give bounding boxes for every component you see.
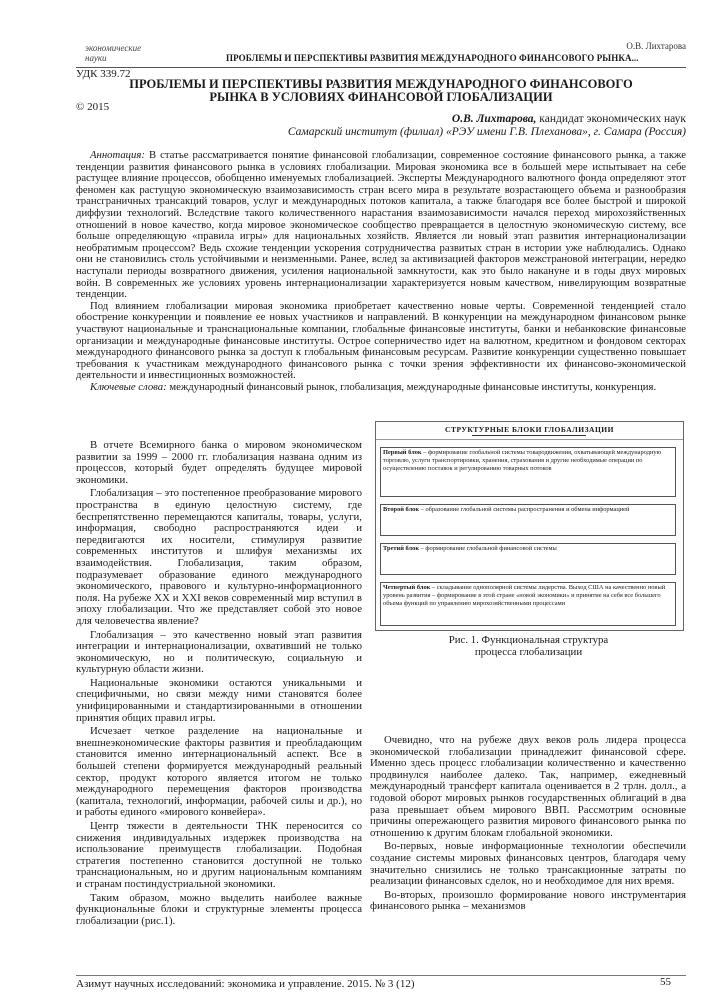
body-paragraph: Очевидно, что на рубеже двух веков роль лидера процесса экономической глобализации принадлежит финансовой сфере. Именно здесь процесс глобализации количественно и качественно продвинулся наиболее далеко. Так, например, ежедневный международный трансферт капитала оценивается в 2 трлн. долл., а годовой оборот мировых рынков государственных облигаций в два раза превышает объем мирового ВВП. Рассмотрим основные причины опережающего развития мирового финансового рынка по отношению к другим блокам глобальной экономики.: [370, 734, 686, 839]
block-2-name: Второй блок: [383, 506, 420, 513]
block-2-text: – образование глобальной системы распространения и обмена информацией: [419, 506, 630, 513]
figure-block-2: [380, 504, 676, 536]
abstract-text-1: В статье рассматривается понятие финансовой глобализации, современное состояние финансового рынка, а также тенденции развития финансового рынка в условиях глобализации. Мировая экономика все в большей мере испытывает на себе растущее влияние процессов, обобщенно именуемых глобализацией. Эксперты Международного валютного фонда определяют этот феномен как растущую экономическую взаимозависимость стран всего мира в результате возрастающего объема и разнообразия трансграничных трансакций товаров, услуг и международных потоков капитала, а также благодаря все более быстрой и широкой диффузии технологий. Вследствие такого количественного нарастания взаимозависимости начался переход мирохозяйственных отношений в новое качество, когда мировое экономическое сообщество превращается в целостную экономическую систему, все больше определяющую «правила игры» для национальных хозяйств. Является ли новый этап развития интернационализации необратимым процессом? Ведь схожие тенденции ускорения сотрудничества развитых стран в истории уже наблюдались. Однако они не становились столь устойчивыми и неизменными. Ранее, вслед за активизацией факторов межстрановой интеграции, нередко наступали периоды возвратного движения, усиления национальной замкнутости, как это было накануне и в годы двух мировых войн. В современных же условиях уровень интернационализации характеризуется новым качеством, нивелирующим возвратные тенденции.: [76, 149, 686, 301]
caption-line-1: Рис. 1. Функциональная структура: [448, 634, 609, 646]
figure-block-3: [380, 543, 676, 575]
caption-line-2: процесса глобализации: [474, 646, 583, 658]
author-degree: кандидат экономических наук: [536, 113, 686, 125]
running-author: О.В. Лихтарова: [626, 41, 686, 51]
running-title: ПРОБЛЕМЫ И ПЕРСПЕКТИВЫ РАЗВИТИЯ МЕЖДУНАРОДНОГО ФИНАНСОВОГО РЫНКА...: [226, 53, 639, 63]
abstract: [76, 150, 686, 393]
figure-block-4: [380, 582, 676, 626]
body-paragraph: В отчете Всемирного банка о мировом экономическом развитии за 1999 – 2000 гг. глобализация названа одним из процессов, который будет определять будущее мировой экономики.: [76, 439, 362, 486]
abstract-paragraph-1: [76, 150, 686, 301]
block-4-name: Четвертый блок: [383, 584, 431, 591]
body-paragraph: Центр тяжести в деятельности ТНК переносится со снижения индивидуальных издержек производства на использование преимуществ глобализации. Подобная стратегия постепенно становится доступной не только транснациональным, но и другим национальным компаниям и странам постиндустриальной экономики.: [76, 820, 362, 890]
journal-footer: Азимут научных исследований: экономика и управление. 2015. № 3 (12): [76, 978, 415, 990]
section-line-1: экономические: [85, 43, 142, 53]
page-number: 55: [660, 976, 671, 988]
figure-block-1: [380, 447, 676, 497]
body-paragraph: Национальные экономики остаются уникальными и специфичными, но связи между ними становятся более унифицированными и стандартизированными в отношении принятия общих правил игры.: [76, 676, 362, 724]
author-name: О.В. Лихтарова,: [451, 113, 537, 125]
body-paragraph: Во-первых, новые информационные технологии обеспечили создание системы мировых финансовых центров, благодаря чему значительно снизились не только трансакционные затраты по реализации финансовых сделок, но и необходимое для них время.: [370, 840, 686, 888]
title-line-2: РЫНКА В УСЛОВИЯХ ФИНАНСОВОЙ ГЛОБАЛИЗАЦИИ: [209, 90, 553, 104]
keywords-label: Ключевые слова:: [90, 380, 167, 393]
right-column: [370, 735, 686, 915]
udk-code: УДК 339.72: [76, 68, 131, 80]
abstract-paragraph-2: Под влиянием глобализации мировая экономика приобретает качественно новые черты. Современной тенденцией стало обострение конкуренции и появление ее новых участников и направлений. В конкуренции на международном финансовом рынке участвуют национальные и транснациональные компании, глобальные финансовые институты, банки и небанковские финансовые организации и международные финансовые институты. Острое соперничество идет на валютном, кредитном и фондовом секторах международного финансового рынка за доступ к глобальным финансовым ресурсам. Развитие конкуренции существенно повышает требования к участникам международного финансового рынка с точки зрения эффективности их финансово-экономической деятельности и инвестиционных возможностей.: [76, 299, 686, 382]
body-paragraph: Во-вторых, произошло формирование нового инструментария финансового рынка – механизмов: [370, 888, 686, 913]
body-paragraph: Исчезает четкое разделение на национальные и внешнеэкономические факторы развития и преобладающим становится именно интернациональный аспект. Все в большей степени формируется международный реальный сектор, продукт которого является итогом не только международного перемещения факторов производства (капитала, технологий, информации, рабочей силы и др.), но и работы единого «мирового конвейера».: [76, 725, 362, 819]
block-3-text: – формирование глобальной финансовой системы: [419, 545, 557, 552]
body-paragraph: Глобализация – это постепенное преобразование мирового пространства в единую целостную систему, где беспрепятственно перемещаются капиталы, товары, услуги, информация, свободно распространяются идеи и передвигаются их носители, стимулируя развитие современных институтов и шлифуя механизмы их взаимодействия. Глобализация, таким образом, подразумевает образование единого международного экономического, правового и культурно-информационного поля. На рубеже XX и XXI веков современный мир вступил в эпоху глобализации. Что же представляет собой это новое для человечества явление?: [76, 487, 362, 627]
block-1-text: – формирование глобальной системы товародвижения, охватывающей международную торговлю, услуги транспортировки, хранения, страхования и другие необходимые операции по осуществлению поставок и регулированию товарных потоков: [383, 449, 662, 472]
left-column: [76, 440, 362, 929]
figure-title-underline: [472, 435, 586, 436]
copyright: © 2015: [76, 101, 110, 113]
keywords: [76, 382, 686, 394]
body-paragraph: Глобализация – это качественно новый этап развития интеграции и интернационализации, охвативший не только экономическую, но и политическую, социальную и культурную области жизни.: [76, 628, 362, 676]
figure-separator: [376, 439, 683, 440]
body-paragraph: Таким образом, можно выделить наиболее важные функциональные блоки и структурные элементы процесса глобализации (рис.1).: [76, 891, 362, 927]
title-line-1: ПРОБЛЕМЫ И ПЕРСПЕКТИВЫ РАЗВИТИЯ МЕЖДУНАРОДНОГО ФИНАНСОВОГО: [129, 77, 633, 91]
figure-caption: [375, 634, 682, 658]
keywords-text: международный финансовый рынок, глобализация, международные финансовые институты, конкуренция.: [166, 380, 657, 393]
affiliation: Самарский институт (филиал) «РЭУ имени Г.В. Плеханова», г. Самара (Россия): [287, 126, 686, 138]
footer-rule: [76, 975, 686, 976]
figure-structural-blocks: [375, 421, 684, 631]
article-title: [76, 78, 686, 104]
abstract-label: Аннотация:: [90, 149, 145, 161]
author-line: [76, 113, 686, 126]
block-4-text: – складывание однополярной системы лидерства. Выход США на качественно новый уровень развития – формирование в этой стране «новой экономики» и принятие на себя все большего объема функций по управлению мирохозяйственными процессами: [383, 584, 666, 607]
block-3-name: Третий блок: [383, 545, 420, 552]
figure-title: СТРУКТУРНЫЕ БЛОКИ ГЛОБАЛИЗАЦИИ: [445, 425, 614, 434]
block-1-name: Первый блок: [383, 449, 422, 456]
journal-section-label: [85, 43, 165, 63]
section-line-2: науки: [85, 53, 107, 63]
header-rule: [76, 67, 686, 68]
